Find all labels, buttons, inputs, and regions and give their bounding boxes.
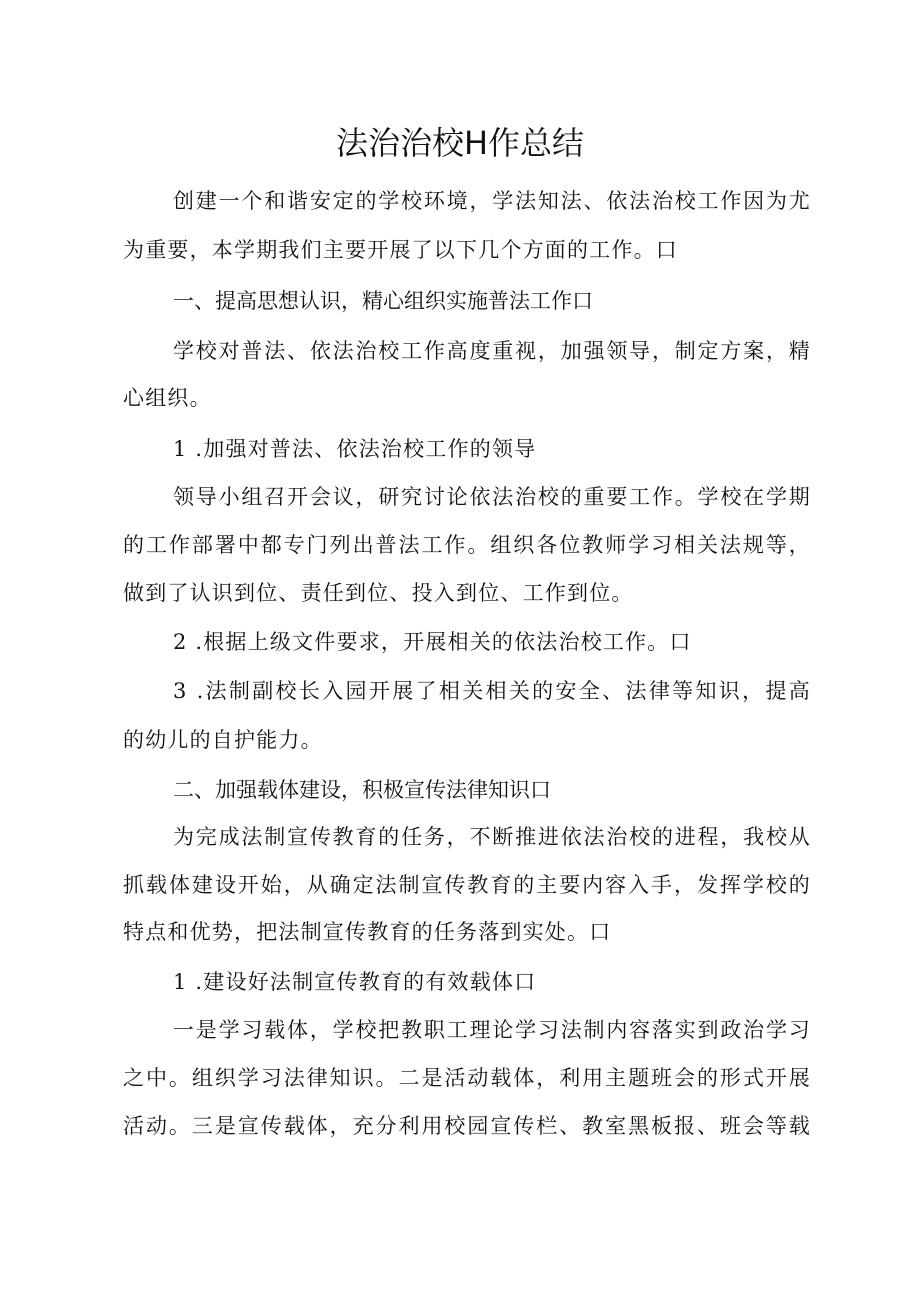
paragraph-line: 活动。三是宣传载体，充分利用校园宣传栏、教室黑板报、班会等载 bbox=[123, 1114, 811, 1138]
paragraph-line: 创建一个和谐安定的学校环境，学法知法、依法治校工作因为尤 bbox=[173, 189, 811, 213]
paragraph-line: 领导小组召开会议，研究讨论依法治校的重要工作。学校在学期 bbox=[173, 485, 811, 509]
paragraph-line: 做到了认识到位、责任到位、投入到位、工作到位。 bbox=[123, 581, 634, 605]
paragraph-line: 的幼儿的自护能力。 bbox=[123, 728, 323, 752]
subheading: 2 .根据上级文件要求，开展相关的依法治校工作。口 bbox=[173, 630, 692, 654]
paragraph-line: 的工作部署中都专门列出普法工作。组织各位教师学习相关法规等， bbox=[123, 533, 811, 557]
subheading: 1 .建设好法制宣传教育的有效载体口 bbox=[173, 970, 537, 994]
paragraph-line: 之中。组织学习法律知识。二是活动载体，利用主题班会的形式开展 bbox=[123, 1066, 811, 1090]
paragraph-line: 3 .法制副校长入园开展了相关相关的安全、法律等知识，提高 bbox=[173, 679, 811, 703]
section-heading: 一、提高思想认识，精心组织实施普法工作口 bbox=[173, 289, 593, 313]
section-heading: 二、加强载体建设，积极宣传法律知识口 bbox=[173, 778, 551, 802]
paragraph-line: 抓载体建设开始，从确定法制宣传教育的主要内容入手，发挥学校的 bbox=[123, 873, 811, 897]
paragraph-line: 为重要，本学期我们主要开展了以下几个方面的工作。口 bbox=[123, 238, 678, 262]
paragraph-line: 特点和优势，把法制宣传教育的任务落到实处。口 bbox=[123, 920, 612, 944]
subheading: 1 .加强对普法、依法治校工作的领导 bbox=[173, 437, 537, 461]
paragraph-line: 心组织。 bbox=[123, 386, 212, 410]
paragraph-line: 学校对普法、依法治校工作高度重视，加强领导，制定方案，精 bbox=[173, 339, 811, 363]
document-title: 法治治校H作总结 bbox=[335, 124, 585, 162]
paragraph-line: 为完成法制宣传教育的任务，不断推进依法治校的进程，我校从 bbox=[173, 825, 811, 849]
paragraph-line: 一是学习载体，学校把教职工理论学习法制内容落实到政治学习 bbox=[173, 1018, 811, 1042]
